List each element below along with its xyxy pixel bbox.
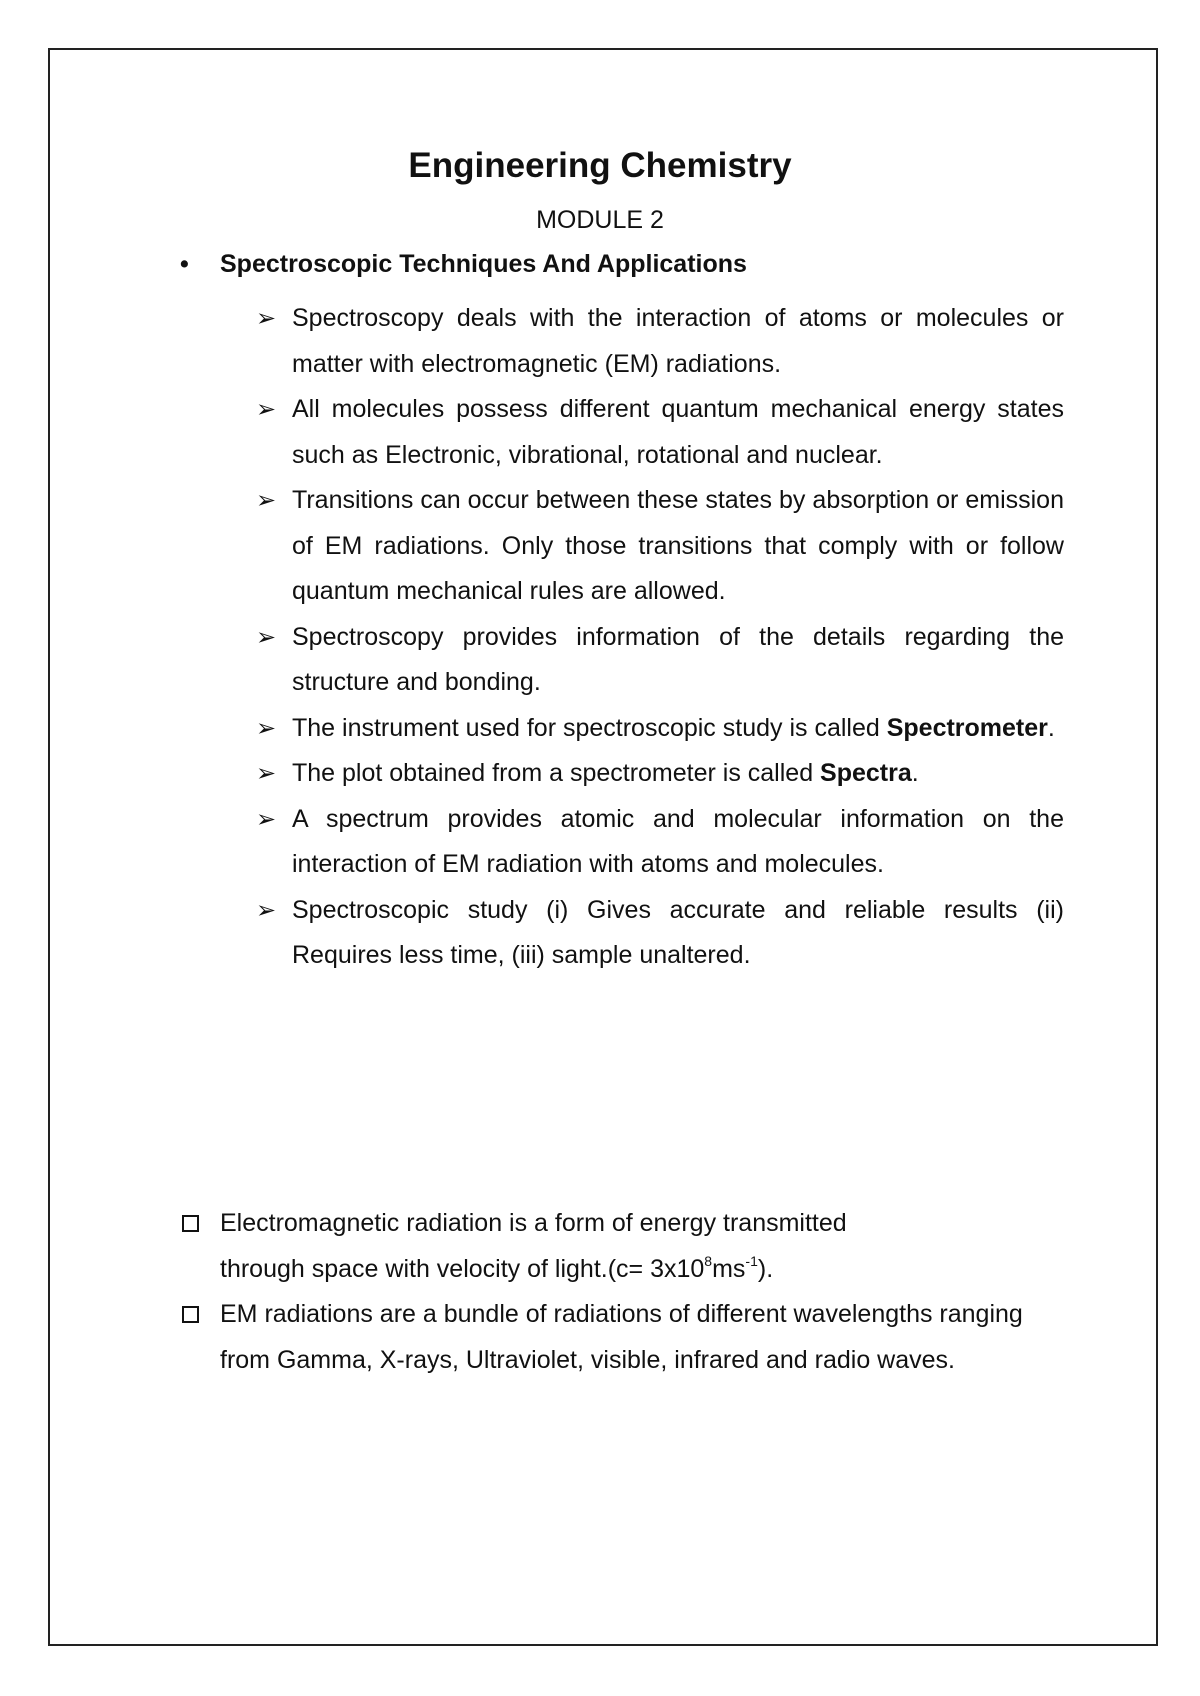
list-item bbox=[256, 888, 1064, 979]
unit-text: ms bbox=[712, 1254, 746, 1283]
point-text: Transitions can occur between these states by absorption or emission of EM radiations. Only those transitions that comply with or follow quantum mechanical rules are allowed. bbox=[292, 486, 1064, 605]
point-text-end: . bbox=[1047, 713, 1055, 742]
list-item bbox=[256, 296, 1064, 387]
section-heading bbox=[180, 250, 747, 279]
point-text-end: . bbox=[911, 759, 919, 787]
arrow-icon: ➢ bbox=[256, 305, 277, 332]
point-text: Spectroscopic study (i) Gives accurate and reliable results (ii) Requires less time, (iii) sample unaltered. bbox=[292, 895, 1064, 969]
em-points-list bbox=[180, 1201, 1040, 1383]
em-point-line1: Electromagnetic radiation is a form of energy transmitted bbox=[220, 1209, 847, 1237]
arrow-icon: ➢ bbox=[256, 396, 277, 423]
point-bold-term: Spectra bbox=[820, 759, 912, 787]
superscript: 8 bbox=[704, 1252, 713, 1269]
point-text: The plot obtained from a spectrometer is called bbox=[292, 759, 821, 787]
point-bold-term: Spectrometer bbox=[886, 713, 1048, 742]
arrow-icon: ➢ bbox=[256, 714, 277, 742]
arrow-icon: ➢ bbox=[256, 623, 277, 651]
checkbox-square-icon bbox=[182, 1306, 199, 1323]
superscript: -1 bbox=[745, 1252, 758, 1269]
points-list bbox=[256, 296, 1064, 979]
module-label: MODULE 2 bbox=[536, 206, 664, 234]
em-point-line2: through space with velocity of light.(c= 3x10 bbox=[220, 1254, 705, 1283]
checkbox-square-icon bbox=[182, 1215, 199, 1232]
arrow-icon: ➢ bbox=[256, 805, 277, 833]
list-item bbox=[256, 706, 1064, 752]
list-item bbox=[256, 478, 1064, 615]
em-point-text: EM radiations are a bundle of radiations of different wavelengths ranging from Gamma, X-rays, Ultraviolet, visible, infrared and radio waves. bbox=[220, 1300, 1023, 1374]
point-text: The instrument used for spectroscopic study is called bbox=[292, 713, 887, 742]
arrow-icon: ➢ bbox=[256, 487, 277, 514]
em-point-end: ). bbox=[757, 1254, 774, 1283]
list-item bbox=[256, 797, 1064, 888]
list-item bbox=[180, 1201, 1040, 1292]
point-text: All molecules possess different quantum mechanical energy states such as Electronic, vibrational, rotational and nuclear. bbox=[292, 395, 1064, 469]
list-item bbox=[256, 615, 1064, 706]
point-text: Spectroscopy provides information of the details regarding the structure and bonding. bbox=[292, 622, 1064, 696]
list-item bbox=[256, 387, 1064, 478]
list-item bbox=[180, 1292, 1040, 1383]
point-text: A spectrum provides atomic and molecular information on the interaction of EM radiation with atoms and molecules. bbox=[292, 804, 1064, 878]
page-title: Engineering Chemistry bbox=[408, 146, 792, 185]
point-text: Spectroscopy deals with the interaction of atoms or molecules or matter with electromagnetic (EM) radiations. bbox=[292, 304, 1064, 378]
bullet-icon: • bbox=[180, 250, 189, 278]
section-heading-text: Spectroscopic Techniques And Applications bbox=[220, 250, 747, 278]
arrow-icon: ➢ bbox=[256, 760, 277, 787]
arrow-icon: ➢ bbox=[256, 896, 277, 924]
list-item bbox=[256, 751, 1064, 797]
